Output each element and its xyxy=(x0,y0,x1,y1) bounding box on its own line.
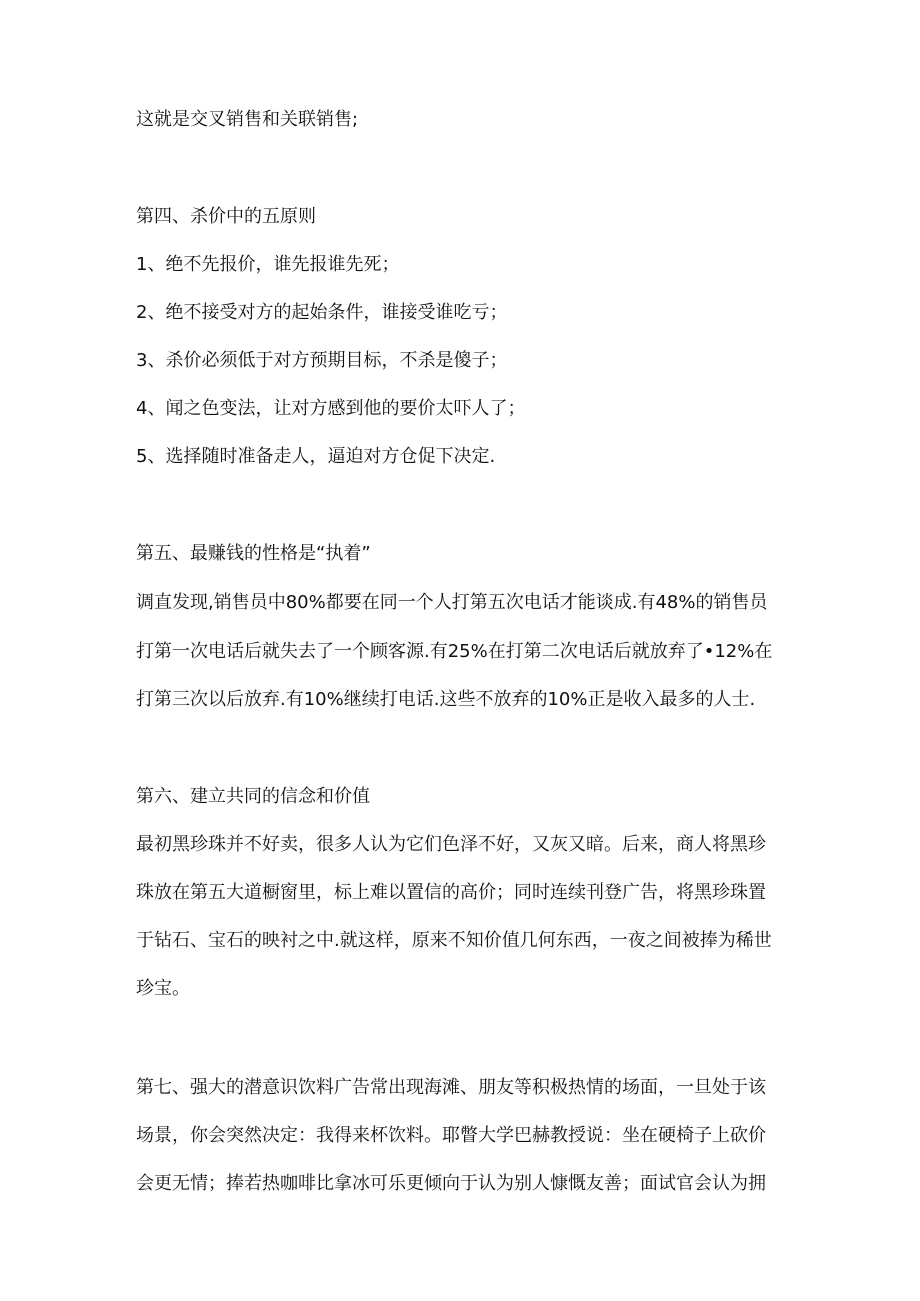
paragraph-line: 第七、强大的潜意识饮料广告常出现海滩、朋友等积极热情的场面，一旦处于该 xyxy=(136,1077,766,1098)
paragraph-line: 最初黑珍珠并不好卖，很多人认为它们色泽不好，又灰又暗。后来，商人将黑珍 xyxy=(136,834,766,855)
list-item: 3、杀价必须低于对方预期目标，不杀是傻子； xyxy=(136,350,508,371)
list-item: 5、选择随时准备走人，逼迫对方仓促下决定. xyxy=(136,446,496,467)
paragraph-line: 珠放在第五大道橱窗里，标上难以置信的高价；同时连续刊登广告，将黑珍珠置 xyxy=(136,882,766,903)
paragraph-line: 打第三次以后放弃.有10%继续打电话.这些不放弃的10%正是收入最多的人士. xyxy=(136,689,756,710)
list-item: 2、绝不接受对方的起始条件，谁接受谁吃亏； xyxy=(136,302,508,323)
section-heading: 第四、杀价中的五原则 xyxy=(136,206,316,227)
list-item: 1、绝不先报价，谁先报谁先死； xyxy=(136,254,400,275)
list-item: 4、闻之色变法，让对方感到他的要价太吓人了； xyxy=(136,398,526,419)
paragraph-line: 打第一次电话后就失去了一个顾客源.有25%在打第二次电话后就放弃了•12%在 xyxy=(136,641,773,662)
paragraph-line: 于钻石、宝石的映衬之中.就这样，原来不知价值几何东西，一夜之间被捧为稀世 xyxy=(136,930,772,951)
paragraph-line: 场景，你会突然决定：我得来杯饮料。耶瞥大学巴赫教授说：坐在硬椅子上砍价 xyxy=(136,1125,766,1146)
text-line: 这就是交叉销售和关联销售; xyxy=(136,109,359,130)
section-heading: 第五、最赚钱的性格是“执着” xyxy=(136,543,371,564)
paragraph-line: 调直发现,销售员中80%都要在同一个人打第五次电话才能谈成.有48%的销售员 xyxy=(136,592,768,613)
paragraph-line: 珍宝。 xyxy=(136,978,190,999)
section-heading: 第六、建立共同的信念和价值 xyxy=(136,786,370,807)
paragraph-line: 会更无情；捧若热咖啡比拿冰可乐更倾向于认为别人慷慨友善；面试官会认为拥 xyxy=(136,1173,766,1194)
